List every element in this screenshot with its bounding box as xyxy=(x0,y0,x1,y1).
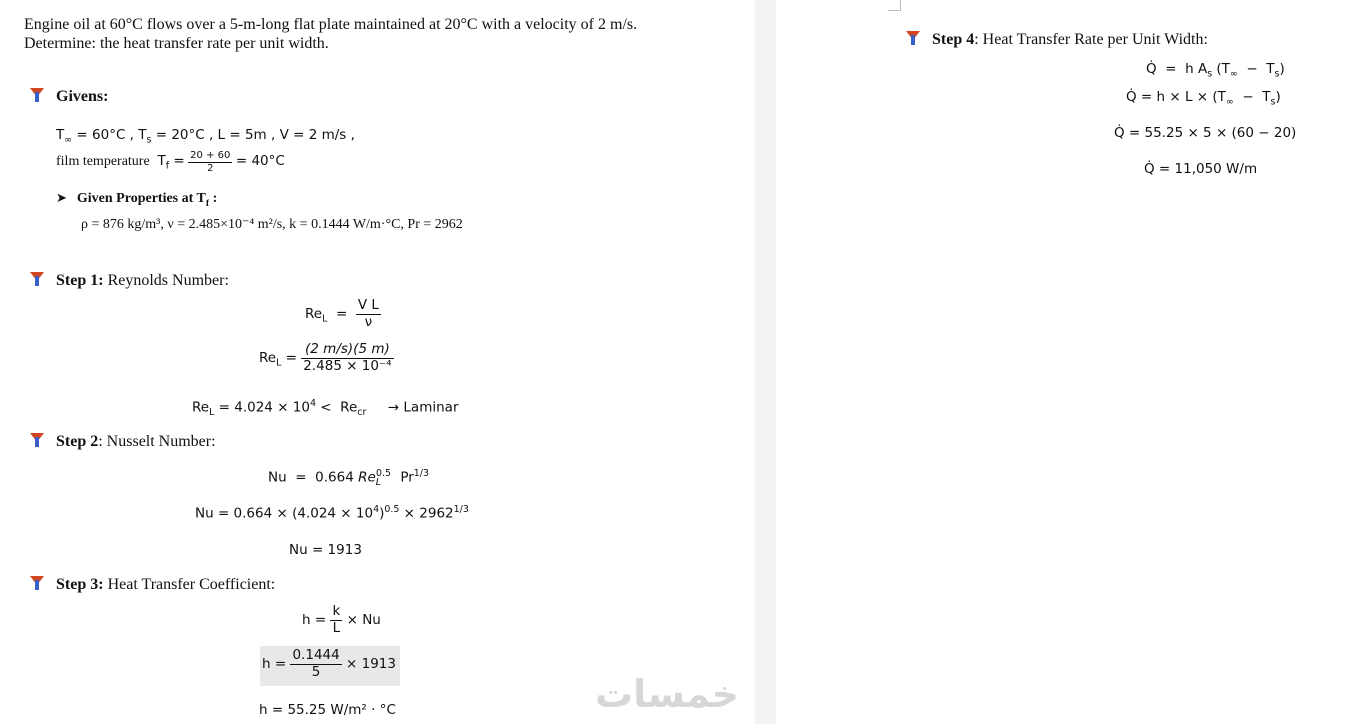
step1-eq1: $Re_L$ = $\frac{\text{V L}}{\nu}$ xyxy=(305,297,379,330)
step2-eq3: Nu = 1913 xyxy=(289,542,362,558)
step2-heading: Step 2: Nusselt Number: xyxy=(30,433,216,451)
bullet-icon xyxy=(30,88,44,102)
arrowhead-icon: ➤ xyxy=(56,190,67,205)
step1-eq2: $Re_L$ = $\frac{(2 m/s)(5 m)}{\text{2.485 × 10⁻⁴}}$ xyxy=(259,341,392,374)
step1-eq1-fraction: $\frac{\text{V L}}{\nu}$ xyxy=(357,297,379,330)
bullet-icon xyxy=(30,433,44,447)
step2-eq1: Nu = 0.664 $Re_L^{0.5}$ $Pr^{1/3}$ xyxy=(268,468,429,489)
film-temperature: film temperature $T_f$ = $\frac{20 + 60}{2}$ = 40°C xyxy=(56,150,285,174)
step3-eq1-fraction: $\frac{k}{L}$ xyxy=(332,603,341,636)
step1-eq2-fraction: $\frac{(2 m/s)(5 m)}{\text{2.485 × 10⁻⁴}}$ xyxy=(303,341,392,374)
margin-corner-mark xyxy=(888,0,901,11)
step3-eq2-fraction: $\frac{0.1444}{5}$ xyxy=(292,647,340,680)
givens-values: $T_\infty = 60^\circ C$ , $T_s = 20^\circ C$ , L = 5m , V = 2 m/s , xyxy=(56,127,355,146)
step4-heading: Step 4: Heat Transfer Rate per Unit Width: xyxy=(906,31,1208,49)
step1-heading: Step 1: Reynolds Number: xyxy=(30,272,229,290)
step3-heading: Step 3: Heat Transfer Coefficient: xyxy=(30,576,275,594)
step3-eq1: h = $\frac{k}{L}$ × Nu xyxy=(302,603,381,636)
step1-eq3: $Re_L = 4.024 \times 10^4 < Re_{cr}$ → Laminar xyxy=(192,398,459,419)
givens-heading: Givens: xyxy=(30,88,108,106)
film-fraction: $\frac{20 + 60}{2}$ xyxy=(190,150,231,174)
step4-eq2: Q̇ = $h \times L \times (T_\infty - T_s)$ xyxy=(1126,89,1281,108)
step4-eq1: Q̇ = h $A_s$ $(T_\infty - T_s)$ xyxy=(1146,61,1285,80)
page-right xyxy=(776,0,1354,724)
step3-eq3: h = 55.25 W/m² · °C xyxy=(259,702,396,718)
bullet-icon xyxy=(30,576,44,590)
properties-heading: ➤ Given Properties at $T_f$ : xyxy=(56,190,218,209)
watermark-logo: خمسات xyxy=(595,672,739,716)
bullet-icon xyxy=(906,31,920,45)
step4-eq3: Q̇ = 55.25 × 5 × (60 − 20) xyxy=(1114,125,1297,141)
properties-line: ρ = 876 kg/m³, ν = 2.485×10⁻⁴ m²/s, k = 0.1444 W/m·°C, Pr = 2962 xyxy=(81,217,463,232)
step4-eq4: Q̇ = 11,050 W/m xyxy=(1144,161,1258,177)
bullet-icon xyxy=(30,272,44,286)
problem-statement: Engine oil at 60°C flows over a 5-m-long flat plate maintained at 20°C with a velocity of 2 m/s. Determine: the heat transfer rate per unit width. xyxy=(24,16,638,52)
step2-eq2: $Nu = 0.664 \times (4.024 \times 10^4)^{0.5} \times 2962^{1/3}$ xyxy=(195,504,469,522)
step3-eq2: h = $\frac{0.1444}{5}$ × 1913 xyxy=(260,646,400,686)
